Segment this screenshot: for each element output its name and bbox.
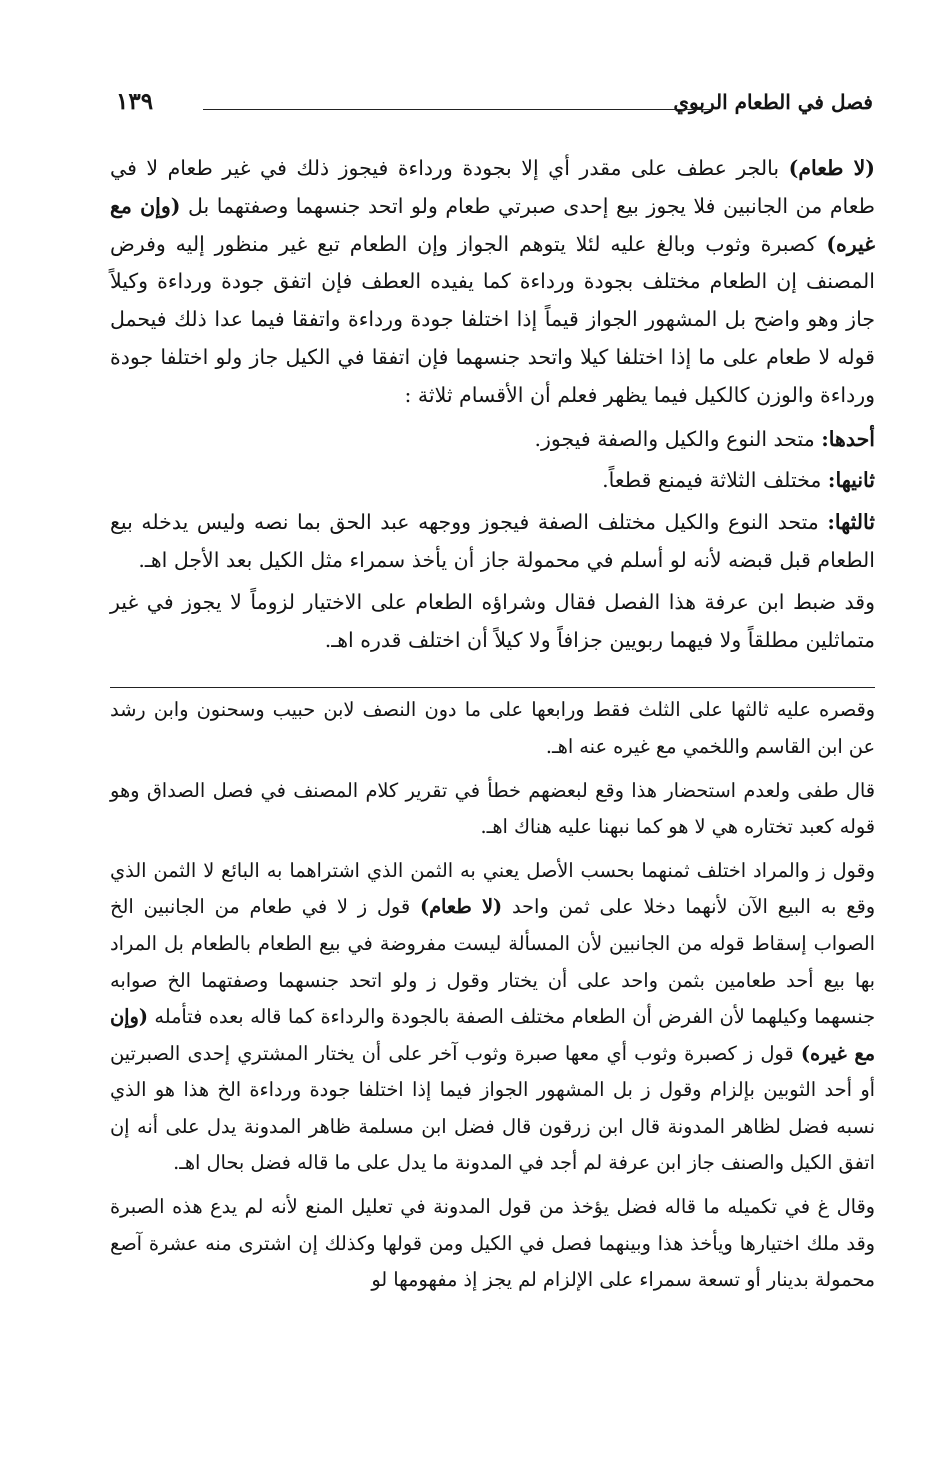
paragraph-text: قول ز كصبرة وثوب أي معها صبرة وثوب آخر على أن يختار المشتري إحدى الصبرتين أو أحد الثوبين بإلزام وقول ز بل المشهور الجواز فيما إذا اختلفا جودة ورداءة الخ هذا هو الذي نسبه فضل لظاهر المدونة قال ابن زرقون قال فضل ابن مسلمة ظاهر المدونة يدل على أنه إن اتفق الكيل والصنف جاز ابن عرفة لم أجد في المدونة ما يدل على ما قاله فضل بحال اهـ. [110,1041,875,1175]
item-text: متحد النوع والكيل والصفة فيجوز. [534,426,822,451]
main-paragraph: وقد ضبط ابن عرفة هذا الفصل فقال وشراؤه الطعام على الاختيار لزوماً لا يجوز في غير متماثلين مطلقاً ولا فيهما ربويين جزافاً ولا كيلاً أن اختلف قدره اهـ. [110,589,875,652]
header-rule [203,109,712,110]
main-text [110,150,875,659]
paragraph-text: وقول ز والمراد اختلف ثمنهما بحسب الأصل يعني به الثمن الذي اشتراهما به البائع لا الثمن الذي وقع به البيع الآن لأنهما دخلا على ثمن واحد [110,858,875,919]
list-item [110,421,875,459]
quoted-phrase: (لا طعام) [419,895,503,919]
item-label: ثالثها: [827,510,875,535]
page-number: ١٣٩ [116,88,154,115]
quoted-phrase: (لا طعام) [788,156,875,180]
book-page [110,78,875,1473]
commentary-paragraph: وقصره عليه ثالثها على الثلث فقط ورابعها على ما دون النصف لابن حبيب وسحنون وابن رشد عن ابن القاسم واللخمي مع غيره عنه اهـ. [110,698,875,758]
item-label: أحدها: [821,426,875,451]
paragraph-text: قول ز لا في طعام من الجانبين الخ الصواب إسقاط قوله من الجانبين لأن المسألة ليست مفروضة في بيع الطعام بالطعام بل المراد بها بيع أحد طعامين بثمن واحد على أن يختار وقول ز ولو اتحد جنسهما وصفتهما الخ صوابه جنسهما وكيلهما لأن الفرض أن الطعام مختلف الصفة بالجودة والرداءة كما قاله بعده فتأمله [110,895,875,1029]
main-paragraph [110,150,875,415]
running-header [110,78,875,128]
commentary-paragraph: وقال غ في تكميله ما قاله فضل يؤخذ من قول المدونة في تعليل المنع لأنه لم يدع هذه الصبرة وقد ملك اختيارها ويأخذ هذا وبينهما فصل في الكيل ومن قولها وكذلك إن اشترى منه عشرة آصع محمولة بدينار أو تسعة سمراء على الإلزام لم يجز إذ مفهومها لو [110,1195,875,1292]
commentary-paragraph: قال طفى ولعدم استحضار هذا وقع لبعضهم خطأ في تقرير كلام المصنف في فصل الصداق وهو قوله كعبد تختاره هي لا هو كما نبهنا عليه هناك اهـ. [110,778,875,839]
paragraph-text: كصبرة وثوب وبالغ عليه لئلا يتوهم الجواز وإن الطعام تبع غير منظور إليه وفرض المصنف إن الطعام مختلف بجودة ورداءة كما يفيده العطف فإن اتفق جودة ورداءة وكيلاً جاز وهو واضح بل المشهور الجواز قيماً إذا اختلفا جودة ورداءة واتفقا فيما عدا ذلك فيحمل قوله لا طعام على ما إذا اختلفا كيلا واتحد جنسهما فإن اتفقا في الكيل جاز ولو اختلفا جودة ورداءة والوزن كالكيل فيما يظهر فعلم أن الأقسام ثلاثة : [110,231,875,407]
paragraph-text: بالجر عطف على مقدر أي إلا بجودة ورداءة فيجوز ذلك في غير طعام لا في طعام من الجانبين فلا يجوز بيع إحدى صبرتي طعام ولو اتحد جنسهما وصفتهما بل [110,156,875,218]
list-item [110,462,875,500]
commentary-paragraph [110,853,875,1182]
item-label: ثانيها: [827,468,875,493]
quoted-phrase: (وإن مع غيره) [110,193,875,256]
quoted-phrase: (وإن مع غيره) [110,1005,875,1065]
list-item [110,504,875,580]
item-text: متحد النوع والكيل مختلف الصفة فيجوز ووجهه عبد الحق بما نصه وليس يدخله بيع الطعام قبل قبضه لأنه لو أسلم في محمولة جاز أن يأخذ سمراء مثل الكيل بعد الأجل اهـ. [110,510,875,572]
commentary-text [110,692,875,1299]
chapter-title: فصل في الطعام الربوي [673,90,873,114]
footnote-separator [110,687,875,688]
item-text: مختلف الثلاثة فيمنع قطعاً. [602,468,828,493]
